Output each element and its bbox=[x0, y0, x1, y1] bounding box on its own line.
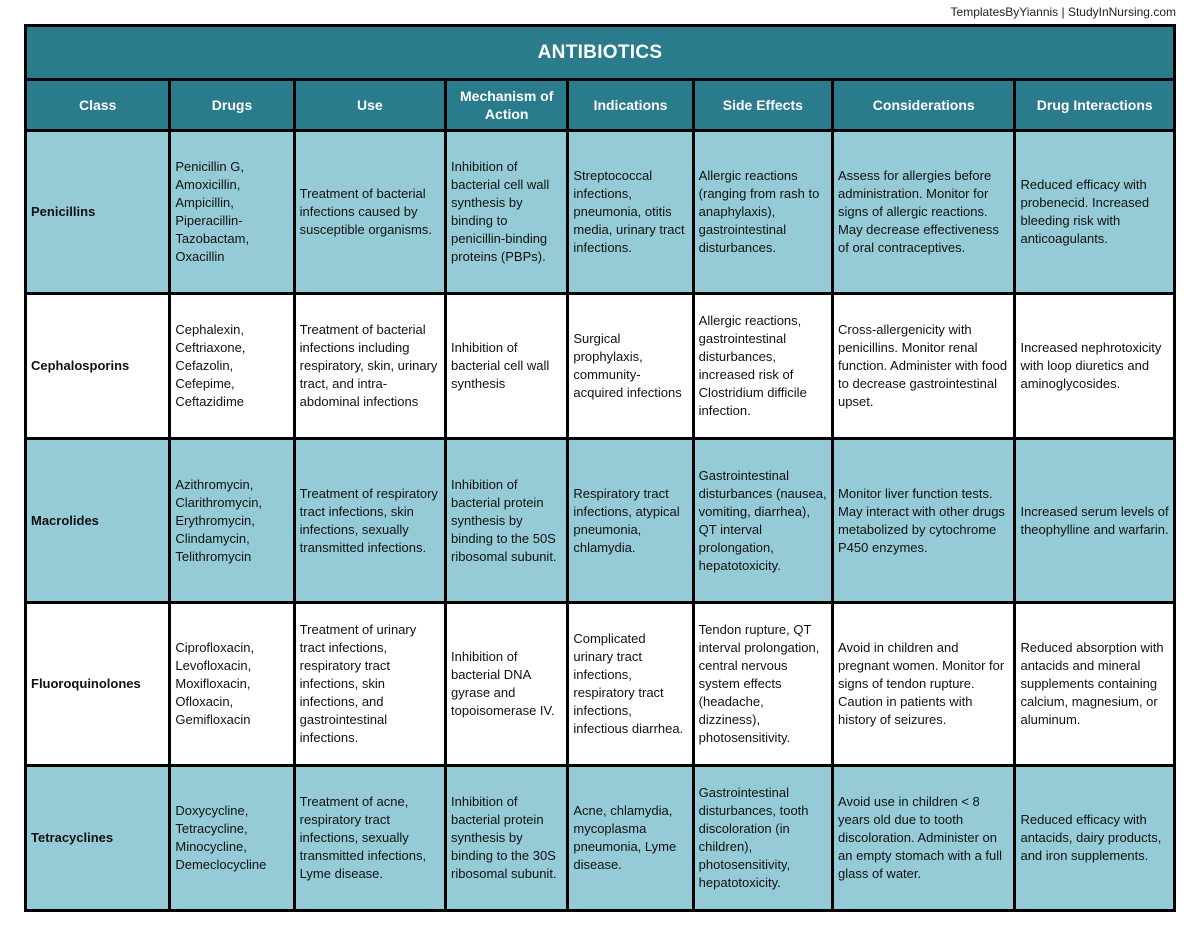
indications-cell: Surgical prophylaxis, community-acquired infections bbox=[568, 294, 693, 439]
table-title: ANTIBIOTICS bbox=[26, 26, 1175, 80]
side-effects-cell: Gastrointestinal disturbances, tooth discoloration (in children), photosensitivity, hepatotoxicity. bbox=[693, 766, 832, 911]
interactions-cell: Increased serum levels of theophylline and warfarin. bbox=[1015, 439, 1175, 603]
indications-cell: Respiratory tract infections, atypical pneumonia, chlamydia. bbox=[568, 439, 693, 603]
table-row bbox=[26, 766, 1175, 911]
table-row bbox=[26, 294, 1175, 439]
indications-cell: Streptococcal infections, pneumonia, otitis media, urinary tract infections. bbox=[568, 131, 693, 294]
drugs-cell: Azithromycin, Clarithromycin, Erythromycin, Clindamycin, Telithromycin bbox=[170, 439, 294, 603]
considerations-cell: Avoid in children and pregnant women. Monitor for signs of tendon rupture. Caution in patients with history of seizures. bbox=[833, 603, 1015, 766]
header-use: Use bbox=[294, 80, 445, 131]
mechanism-cell: Inhibition of bacterial protein synthesis by binding to the 30S ribosomal subunit. bbox=[446, 766, 568, 911]
use-cell: Treatment of acne, respiratory tract infections, sexually transmitted infections, Lyme disease. bbox=[294, 766, 445, 911]
mechanism-cell: Inhibition of bacterial protein synthesis by binding to the 50S ribosomal subunit. bbox=[446, 439, 568, 603]
considerations-cell: Assess for allergies before administration. Monitor for signs of allergic reactions. May decrease effectiveness of oral contraceptives. bbox=[833, 131, 1015, 294]
header-indications: Indications bbox=[568, 80, 693, 131]
drugs-cell: Doxycycline, Tetracycline, Minocycline, Demeclocycline bbox=[170, 766, 294, 911]
mechanism-cell: Inhibition of bacterial cell wall synthesis by binding to penicillin-binding proteins (PBPs). bbox=[446, 131, 568, 294]
use-cell: Treatment of respiratory tract infections, skin infections, sexually transmitted infections. bbox=[294, 439, 445, 603]
considerations-cell: Avoid use in children < 8 years old due to tooth discoloration. Administer on an empty stomach with a full glass of water. bbox=[833, 766, 1015, 911]
use-cell: Treatment of urinary tract infections, respiratory tract infections, skin infections, and gastrointestinal infections. bbox=[294, 603, 445, 766]
side-effects-cell: Tendon rupture, QT interval prolongation, central nervous system effects (headache, dizziness), photosensitivity. bbox=[693, 603, 832, 766]
antibiotics-table bbox=[24, 24, 1176, 912]
side-effects-cell: Allergic reactions, gastrointestinal disturbances, increased risk of Clostridium difficile infection. bbox=[693, 294, 832, 439]
header-mechanism: Mechanism of Action bbox=[446, 80, 568, 131]
mechanism-cell: Inhibition of bacterial cell wall synthesis bbox=[446, 294, 568, 439]
class-cell: Cephalosporins bbox=[26, 294, 170, 439]
header-drugs: Drugs bbox=[170, 80, 294, 131]
class-cell: Fluoroquinolones bbox=[26, 603, 170, 766]
interactions-cell: Reduced efficacy with antacids, dairy products, and iron supplements. bbox=[1015, 766, 1175, 911]
use-cell: Treatment of bacterial infections including respiratory, skin, urinary tract, and intra-abdominal infections bbox=[294, 294, 445, 439]
header-row bbox=[26, 80, 1175, 131]
class-cell: Tetracyclines bbox=[26, 766, 170, 911]
mechanism-cell: Inhibition of bacterial DNA gyrase and topoisomerase IV. bbox=[446, 603, 568, 766]
use-cell: Treatment of bacterial infections caused by susceptible organisms. bbox=[294, 131, 445, 294]
considerations-cell: Cross-allergenicity with penicillins. Monitor renal function. Administer with food to decrease gastrointestinal upset. bbox=[833, 294, 1015, 439]
class-cell: Macrolides bbox=[26, 439, 170, 603]
header-class: Class bbox=[26, 80, 170, 131]
indications-cell: Acne, chlamydia, mycoplasma pneumonia, Lyme disease. bbox=[568, 766, 693, 911]
indications-cell: Complicated urinary tract infections, respiratory tract infections, infectious diarrhea. bbox=[568, 603, 693, 766]
table-row bbox=[26, 603, 1175, 766]
class-cell: Penicillins bbox=[26, 131, 170, 294]
interactions-cell: Increased nephrotoxicity with loop diuretics and aminoglycosides. bbox=[1015, 294, 1175, 439]
side-effects-cell: Allergic reactions (ranging from rash to anaphylaxis), gastrointestinal disturbances. bbox=[693, 131, 832, 294]
drugs-cell: Penicillin G, Amoxicillin, Ampicillin, Piperacillin-Tazobactam, Oxacillin bbox=[170, 131, 294, 294]
side-effects-cell: Gastrointestinal disturbances (nausea, vomiting, diarrhea), QT interval prolongation, hepatotoxicity. bbox=[693, 439, 832, 603]
header-side-effects: Side Effects bbox=[693, 80, 832, 131]
table-row bbox=[26, 131, 1175, 294]
header-considerations: Considerations bbox=[833, 80, 1015, 131]
drugs-cell: Ciprofloxacin, Levofloxacin, Moxifloxacin, Ofloxacin, Gemifloxacin bbox=[170, 603, 294, 766]
considerations-cell: Monitor liver function tests. May interact with other drugs metabolized by cytochrome P450 enzymes. bbox=[833, 439, 1015, 603]
interactions-cell: Reduced absorption with antacids and mineral supplements containing calcium, magnesium, or aluminum. bbox=[1015, 603, 1175, 766]
header-drug-interactions: Drug Interactions bbox=[1015, 80, 1175, 131]
credit-text: TemplatesByYiannis | StudyInNursing.com bbox=[950, 5, 1176, 19]
interactions-cell: Reduced efficacy with probenecid. Increased bleeding risk with anticoagulants. bbox=[1015, 131, 1175, 294]
table-row bbox=[26, 439, 1175, 603]
drugs-cell: Cephalexin, Ceftriaxone, Cefazolin, Cefepime, Ceftazidime bbox=[170, 294, 294, 439]
